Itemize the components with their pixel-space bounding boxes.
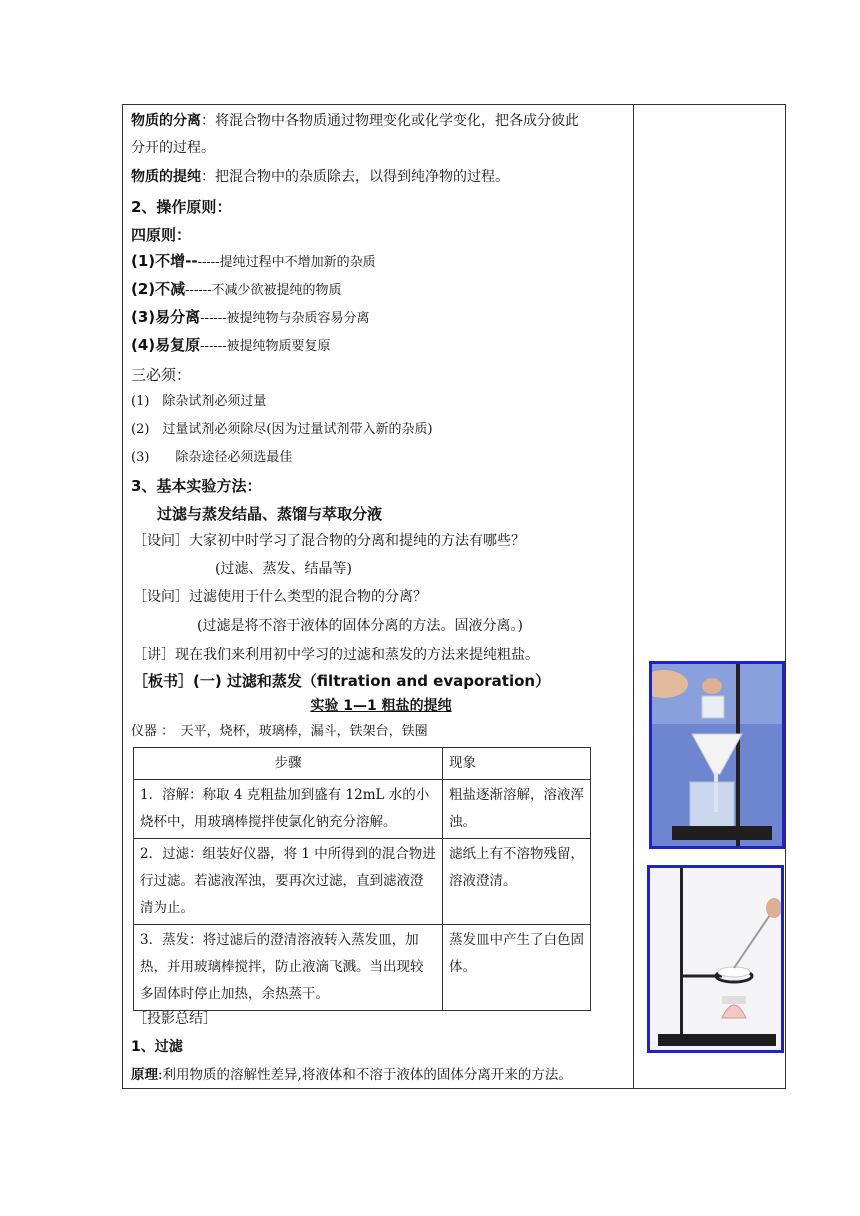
must-2: (2) 过量试剂必须除尽(因为过量试剂带入新的杂质) [131,422,433,437]
principle-3-label: (3)易分离 [131,308,201,326]
principle-4-label: (4)易复原 [131,336,201,354]
separation-definition [131,111,579,131]
filter-heading: 1、过滤 [131,1039,183,1055]
must-1: (1) 除杂试剂必须过量 [131,394,267,409]
table-row [134,925,591,1011]
table-row [134,839,591,925]
principle-1-label: (1)不增-- [131,252,198,270]
header-observation: 现象 [443,748,591,780]
method-heading: 3、基本实验方法： [131,477,262,495]
must-3: (3) 除杂途径必须选最佳 [131,450,293,465]
purification-text: ：把混合物中的杂质除去，以得到纯净物的过程。 [201,169,509,185]
principle-3 [131,307,370,329]
lesson-table [122,104,786,1089]
principle-line [131,1065,572,1085]
principle-1 [131,251,376,273]
observation-cell: 滤纸上有不溶物残留，溶液澄清。 [443,839,591,925]
instruments-line: 仪器 ： 天平，烧杯，玻璃棒，漏斗，铁架台，铁圈 [131,724,428,739]
summary-line: ［投影总结］ [133,1011,217,1027]
principle-2-label: (2)不减 [131,280,186,298]
principle-2-text: ------不减少欲被提纯的物质 [185,283,342,298]
board-line: ［板书］(一) 过滤和蒸发（filtration and evaporation） [133,672,551,690]
principle-label: 原理 [131,1067,158,1083]
evaporation-photo [647,865,784,1053]
observation-cell: 粗盐逐渐溶解，溶液浑浊。 [443,780,591,839]
step-cell: 1．溶解：称取 4 克粗盐加到盛有 12mL 水的小烧杯中，用玻璃棒搅拌使氯化钠充分溶解。 [134,780,443,839]
observation-cell: 蒸发皿中产生了白色固体。 [443,925,591,1011]
principle-1-text: -----提纯过程中不增加新的杂质 [197,255,376,270]
principle-4 [131,335,331,357]
method-subheading: 过滤与蒸发结晶、蒸馏与萃取分液 [157,505,383,523]
table-row [134,780,591,839]
separation-text: ：将混合物中各物质通过物理变化或化学变化，把各成分彼此 [201,113,579,129]
question-2: ［设问］过滤使用于什么类型的混合物的分离？ [133,589,427,605]
principle-2 [131,279,342,301]
four-principles-heading: 四原则： [131,226,192,244]
filtration-illustration [652,664,782,846]
question-1: ［设问］大家初中时学习了混合物的分离和提纯的方法有哪些？ [133,533,525,549]
principle-4-text: ------被提纯物质要复原 [200,339,331,354]
answer-1: (过滤、蒸发、结晶等) [215,561,352,577]
purification-label: 物质的提纯 [131,169,201,185]
separation-text-cont: 分开的过程。 [131,140,215,156]
answer-2: (过滤是将不溶于液体的固体分离的方法。固液分离。) [197,618,523,634]
principle-3-text: ------被提纯物与杂质容易分离 [200,311,370,326]
experiment-title: 实验 1—1 粗盐的提纯 [310,698,452,714]
column-divider [633,105,634,1088]
step-cell: 3．蒸发：将过滤后的澄清溶液转入蒸发皿，加热，并用玻璃棒搅拌，防止液滴飞溅。当出现较多固体时停止加热，余热蒸干。 [134,925,443,1011]
experiment-table [133,747,591,1011]
purification-definition [131,167,509,187]
lecture-line: ［讲］现在我们来利用初中学习的过滤和蒸发的方法来提纯粗盐。 [133,647,539,663]
table-header-row [134,748,591,780]
evaporation-illustration [650,868,781,1050]
filtration-photo [649,661,785,849]
principle-text: :利用物质的溶解性差异,将液体和不溶于液体的固体分离开来的方法。 [158,1067,572,1083]
principle-heading: 2、操作原则： [131,198,232,216]
three-musts-heading: 三必须： [131,366,192,384]
separation-label: 物质的分离 [131,113,201,129]
step-cell: 2．过滤：组装好仪器，将 1 中所得到的混合物进行过滤。若滤液浑浊，要再次过滤，直到滤液澄清为止。 [134,839,443,925]
header-step: 步骤 [134,748,443,780]
